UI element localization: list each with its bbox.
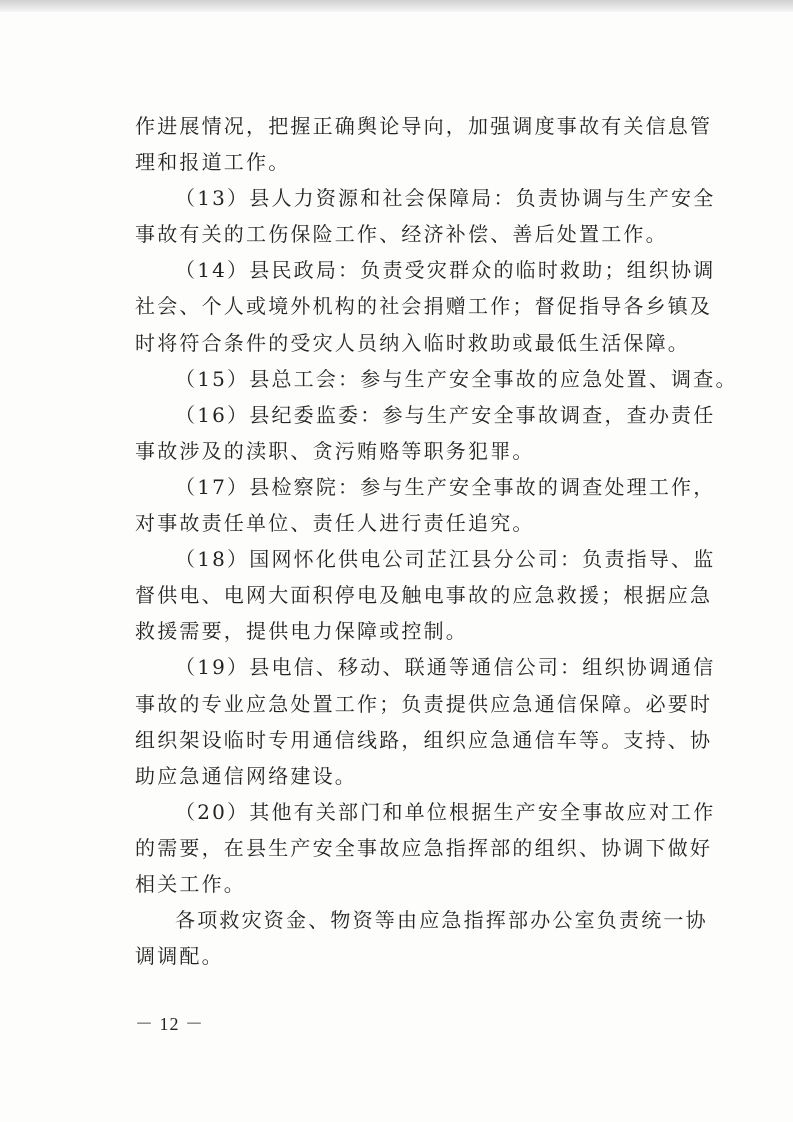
text-line: 社会、个人或境外机构的社会捐赠工作；督促指导各乡镇及 xyxy=(135,294,713,319)
text-line: 对事故责任单位、责任人进行责任追究。 xyxy=(135,511,535,536)
text-line: （19）县电信、移动、联通等通信公司：组织协调通信 xyxy=(175,655,716,680)
scan-edge-shadow xyxy=(0,0,793,12)
text-line: （13）县人力资源和社会保障局：负责协调与生产安全 xyxy=(175,186,716,211)
text-line: （17）县检察院：参与生产安全事故的调查处理工作， xyxy=(175,474,716,499)
text-line: （15）县总工会：参与生产安全事故的应急处置、调查。 xyxy=(175,366,738,391)
text-line: 助应急通信网络建设。 xyxy=(135,763,357,788)
text-line: 相关工作。 xyxy=(135,871,246,896)
text-line: 救援需要，提供电力保障或控制。 xyxy=(135,619,468,644)
text-line: 事故的专业应急处置工作；负责提供应急通信保障。必要时 xyxy=(135,691,713,716)
text-line: 督供电、电网大面积停电及触电事故的应急救援；根据应急 xyxy=(135,583,713,608)
text-line: 的需要，在县生产安全事故应急指挥部的组织、协调下做好 xyxy=(135,835,713,860)
text-line: 事故有关的工伤保险工作、经济补偿、善后处置工作。 xyxy=(135,222,668,247)
text-line: 事故涉及的渎职、贪污贿赂等职务犯罪。 xyxy=(135,438,535,463)
text-line: 调调配。 xyxy=(135,944,224,969)
text-line: 作进展情况，把握正确舆论导向，加强调度事故有关信息管 xyxy=(135,114,713,138)
page-number: － 12 － xyxy=(135,1014,204,1034)
text-line: 组织架设临时专用通信线路，组织应急通信车等。支持、协 xyxy=(135,727,713,752)
body-text xyxy=(135,108,738,974)
text-line: 各项救灾资金、物资等由应急指挥部办公室负责统一协 xyxy=(175,908,708,933)
text-line: （14）县民政局：负责受灾群众的临时救助；组织协调 xyxy=(175,258,716,283)
text-line: （16）县纪委监委：参与生产安全事故调查，查办责任 xyxy=(175,402,716,427)
text-line: （20）其他有关部门和单位根据生产安全事故应对工作 xyxy=(175,799,716,824)
text-line: （18）国网怀化供电公司芷江县分公司：负责指导、监 xyxy=(175,547,716,572)
text-line: 理和报道工作。 xyxy=(135,150,291,175)
text-line: 时将符合条件的受灾人员纳入临时救助或最低生活保障。 xyxy=(135,330,690,355)
